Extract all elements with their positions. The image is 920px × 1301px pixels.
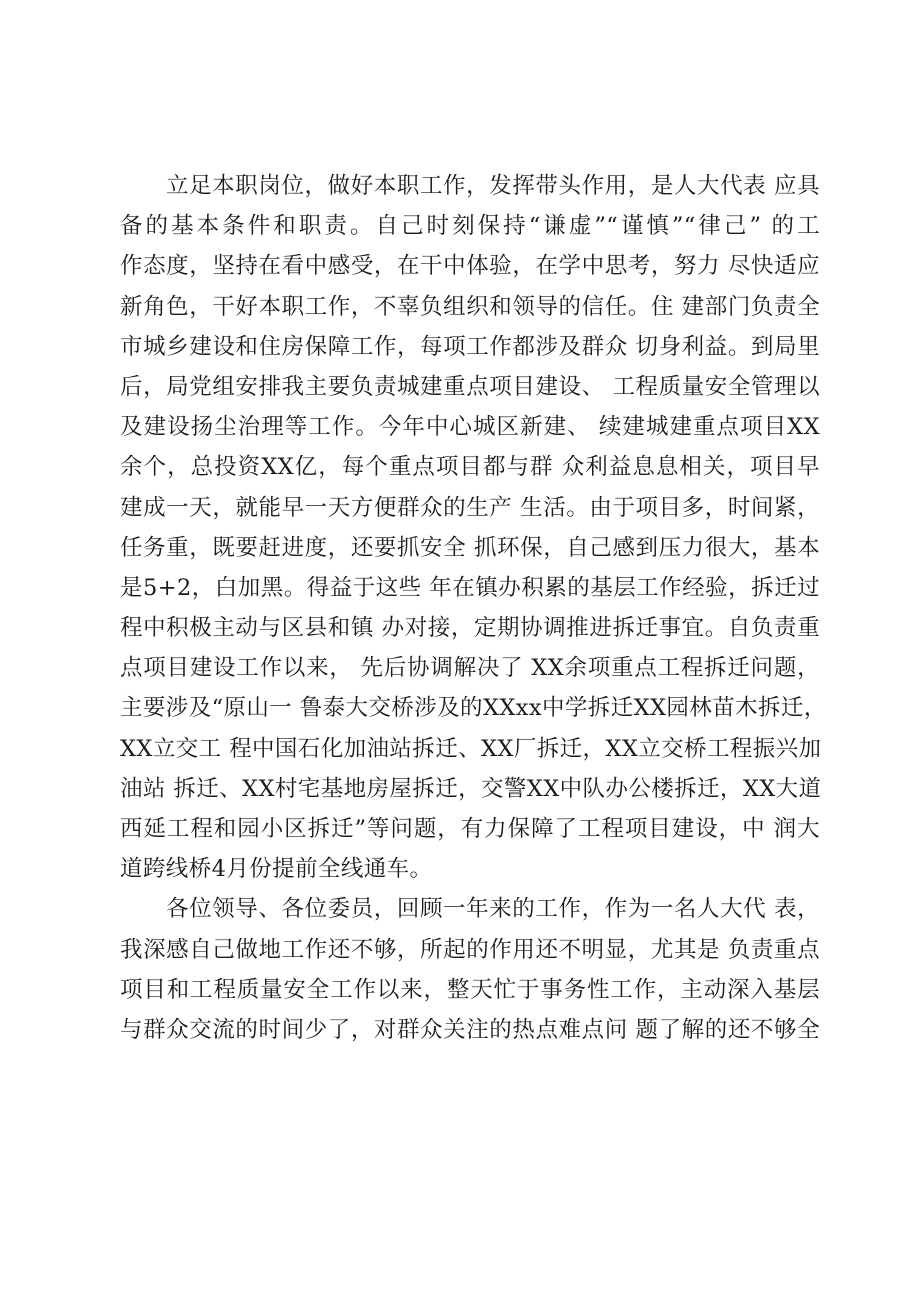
text-line: 油站 拆迁、XX村宅基地房屋拆迁，交警XX中队办公楼拆迁，XX大道 — [120, 775, 822, 802]
text-line: 建成一天，就能早一天方便群众的生产 生活。由于项目多，时间紧， — [120, 494, 820, 521]
text-line: 主要涉及“原山一 鲁泰大交桥涉及的XXxx中学拆迁XX园林苗木拆迁， — [120, 695, 827, 722]
text-line: 余个，总投资XX亿，每个重点项目都与群 众利益息息相关，项目早 — [120, 454, 820, 481]
text-line: 西延工程和园小区拆迁”等问题，有力保障了工程项目建设，中 润大 — [120, 816, 820, 842]
text-line: 及建设扬尘治理等工作。今年中心城区新建、 续建城建重点项目XX — [120, 414, 820, 441]
text-line: 点项目建设工作以来， 先后协调解决了 XX余项重点工程拆迁问题， — [120, 655, 820, 682]
text-line: 与群众交流的时间少了，对群众关注的热点难点问 题了解的还不够全 — [120, 1016, 820, 1043]
text-line: 后，局党组安排我主要负责城建重点项目建设、 工程质量安全管理以 — [120, 373, 820, 400]
paragraph-achievements — [120, 166, 827, 889]
text-line: 我深感自己做地工作还不够，所起的作用还不明显，尤其是 负责重点 — [120, 936, 820, 963]
text-line: XX立交工 程中国石化加油站拆迁、XX厂拆迁，XX立交桥工程振兴加 — [120, 735, 822, 762]
text-line: 立足本职岗位，做好本职工作，发挥带头作用，是人大代表 应具 — [166, 173, 820, 199]
text-line: 任务重，既要赶进度，还要抓安全 抓环保，自己感到压力很大，基本 — [120, 534, 820, 561]
text-line: 程中积极主动与区县和镇 办对接，定期协调推进拆迁事宜。自负责重 — [120, 615, 820, 642]
text-line: 道跨线桥4月份提前全线通车。 — [120, 856, 433, 883]
text-line: 新角色，干好本职工作，不辜负组织和领导的信任。住 建部门负责全 — [120, 293, 820, 320]
text-line: 市城乡建设和住房保障工作，每项工作都涉及群众 切身利益。到局里 — [120, 333, 820, 360]
text-line: 是5+2，白加黑。得益于这些 年在镇办积累的基层工作经验，拆迁过 — [120, 574, 820, 601]
text-line: 备的基本条件和职责。自己时刻保持“谦虚”“谨慎”“律己” 的工 — [120, 213, 820, 240]
text-line: 各位领导、各位委员，回顾一年来的工作，作为一名人大代 表， — [166, 896, 820, 923]
paragraph-reflection — [120, 889, 820, 1050]
document-body — [120, 166, 827, 1050]
text-line: 项目和工程质量安全工作以来，整天忙于事务性工作，主动深入基层 — [120, 976, 820, 1003]
text-line: 作态度，坚持在看中感受，在干中体验，在学中思考，努力 尽快适应 — [120, 253, 820, 280]
